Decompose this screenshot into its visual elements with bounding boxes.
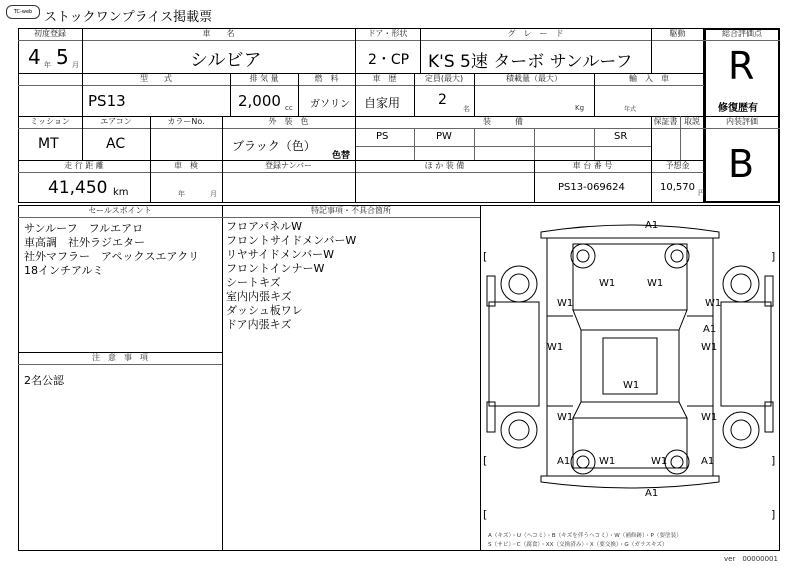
bracket-open: [ bbox=[483, 454, 488, 467]
model-year-unit: 年式 bbox=[624, 106, 637, 113]
list-item: 室内内張キズ bbox=[226, 290, 292, 303]
displacement: 2,000 bbox=[238, 92, 281, 110]
mark-w1: W1 bbox=[557, 298, 574, 309]
fuel: ガソリン bbox=[310, 99, 350, 110]
label-car-name: 車 名 bbox=[202, 29, 235, 38]
inspection-year-unit: 年 bbox=[178, 190, 185, 198]
mark-w1: W1 bbox=[701, 342, 718, 353]
wheel-front-right bbox=[723, 266, 759, 302]
car-damage-diagram bbox=[481, 206, 779, 550]
label-color-no: カラーNo. bbox=[167, 117, 205, 126]
label-plate: 登録ナンバー bbox=[264, 161, 313, 170]
list-item: フロントインナーW bbox=[226, 262, 325, 275]
label-notes: 特記事項・不具合箇所 bbox=[311, 206, 391, 215]
door-shape: 2・CP bbox=[368, 52, 410, 68]
label-chassis: 車 台 番 号 bbox=[572, 161, 613, 170]
overall-sub: 修復歴有 bbox=[718, 103, 758, 114]
caution-list bbox=[24, 374, 64, 388]
mark-w1: W1 bbox=[705, 298, 722, 309]
km-unit: km bbox=[113, 187, 129, 198]
label-ext-color: 外 装 色 bbox=[268, 117, 309, 126]
trunk-outline bbox=[573, 418, 687, 468]
label-sales-points: セールスポイント bbox=[88, 206, 152, 215]
yen-unit: 円 bbox=[698, 189, 705, 197]
mark-w1: W1 bbox=[623, 380, 640, 391]
list-item: 18インチアルミ bbox=[24, 264, 104, 277]
list-item: ダッシュ板ワレ bbox=[226, 304, 303, 317]
mark-w1: W1 bbox=[557, 412, 574, 423]
inspection-month-unit: 月 bbox=[210, 190, 217, 198]
label-grade: グ レ ー ド bbox=[507, 29, 564, 38]
label-door-shape: ドア・形状 bbox=[367, 29, 408, 38]
version: ver 00000001 bbox=[724, 555, 778, 563]
wheel-rear-right bbox=[723, 412, 759, 448]
label-fuel: 燃 料 bbox=[314, 74, 339, 83]
mark-a1: A1 bbox=[701, 456, 715, 467]
list-item: ドア内張キズ bbox=[226, 318, 292, 331]
list-item: フロントサイドメンバーW bbox=[226, 234, 357, 247]
bracket-open: [ bbox=[483, 508, 488, 521]
label-est-price: 予想金 bbox=[665, 161, 690, 170]
model: PS13 bbox=[88, 92, 126, 110]
roof-outline bbox=[581, 330, 679, 402]
mark-w1: W1 bbox=[701, 412, 718, 423]
page-title: ストックワンプライス掲載票 bbox=[44, 10, 213, 25]
list-item: 車高調 社外ラジエター bbox=[24, 236, 145, 249]
label-model: 型 式 bbox=[140, 74, 172, 83]
label-capacity: 定員(最大) bbox=[424, 74, 464, 83]
label-mileage: 走 行 距 離 bbox=[64, 161, 104, 170]
label-aircon: エアコン bbox=[100, 117, 132, 126]
legend-line2: S（サビ）・C（腐食）・XX（交換済み）・X（要交換）・G（ガラスキズ） bbox=[488, 542, 668, 548]
list-item: 2名公認 bbox=[24, 374, 64, 387]
mark-w1: W1 bbox=[599, 278, 616, 289]
notes-list bbox=[226, 220, 356, 332]
list-item: シートキズ bbox=[226, 276, 281, 289]
body-outline bbox=[547, 238, 713, 476]
mark-rear-bumper: A1 bbox=[645, 488, 659, 499]
overall-grade: R bbox=[728, 44, 755, 88]
label-history: 車 歴 bbox=[372, 74, 397, 83]
label-mission: ミッション bbox=[30, 117, 70, 126]
bracket-close: ] bbox=[771, 508, 776, 521]
reg-month: 5 bbox=[56, 45, 69, 69]
rear-glass-outline bbox=[573, 402, 687, 418]
list-item: サンルーフ フルエアロ bbox=[24, 222, 144, 235]
list-item: フロアパネルW bbox=[226, 220, 302, 233]
label-interior: 内装評価 bbox=[726, 117, 758, 126]
chassis-no: PS13-069624 bbox=[558, 182, 625, 193]
wheel-front-inner-left bbox=[571, 244, 595, 268]
mark-a1: A1 bbox=[703, 324, 717, 335]
reg-year: 4 bbox=[28, 45, 41, 69]
label-warranty: 保証書 bbox=[653, 117, 678, 126]
label-load: 積載量（最大） bbox=[506, 74, 562, 83]
list-item: リヤサイドメンバーW bbox=[226, 248, 335, 261]
grade: K'S 5速 ターボ サンルーフ bbox=[428, 52, 633, 72]
left-side-outline bbox=[489, 302, 539, 406]
equip-sr: SR bbox=[614, 131, 628, 142]
wheel-rear-inner-left bbox=[571, 450, 595, 474]
wheel-rear-left bbox=[501, 412, 537, 448]
capacity: 2 bbox=[438, 92, 447, 108]
ext-color: ブラック（色） bbox=[232, 139, 316, 153]
hood-outline bbox=[573, 244, 687, 310]
mark-a1: A1 bbox=[557, 456, 571, 467]
equip-ps: PS bbox=[376, 131, 389, 142]
windshield-outline bbox=[573, 310, 687, 330]
cc-unit: cc bbox=[285, 104, 293, 112]
rear-bumper-outline bbox=[541, 476, 719, 488]
wheel-rear-inner-right bbox=[665, 450, 689, 474]
list-item: 社外マフラー アペックスエアクリ bbox=[24, 250, 200, 263]
mission: MT bbox=[38, 136, 59, 152]
car-name: シルビア bbox=[190, 50, 262, 71]
label-import: 輸 入 車 bbox=[629, 74, 669, 83]
header-logo: TC-web bbox=[6, 5, 40, 19]
history: 自家用 bbox=[364, 96, 401, 110]
label-caution: 注 意 事 項 bbox=[92, 353, 148, 362]
bracket-open: [ bbox=[483, 250, 488, 263]
mark-w1: W1 bbox=[599, 456, 616, 467]
mark-front-bumper: A1 bbox=[645, 220, 659, 231]
label-displacement: 排 気 量 bbox=[249, 74, 279, 83]
label-first-reg: 初度登録 bbox=[34, 29, 66, 38]
wheel-front-inner-right bbox=[665, 244, 689, 268]
label-other-equip: ほ か 装 備 bbox=[424, 161, 465, 170]
label-overall: 総合評価点 bbox=[722, 29, 762, 38]
sales-points-list bbox=[24, 222, 199, 278]
aircon: AC bbox=[106, 136, 126, 152]
mark-w1: W1 bbox=[647, 278, 664, 289]
label-inspection: 車 検 bbox=[174, 161, 198, 170]
bracket-close: ] bbox=[771, 250, 776, 263]
label-equipment: 装 備 bbox=[483, 117, 523, 126]
legend-line1: A（キズ）・U（ヘコミ）・B（キズを伴うヘコミ）・W（補修跡）・P（要塗装） bbox=[488, 533, 682, 539]
wheel-front-left bbox=[501, 266, 537, 302]
label-manual: 取説 bbox=[684, 117, 700, 126]
kg-unit: Kg bbox=[575, 104, 585, 112]
mark-w1: W1 bbox=[651, 456, 668, 467]
front-bumper-outline bbox=[541, 225, 719, 238]
mark-w1: W1 bbox=[547, 342, 564, 353]
est-price: 10,570 bbox=[660, 182, 695, 193]
interior-grade: B bbox=[728, 142, 755, 186]
right-side-outline bbox=[721, 302, 771, 406]
reg-month-unit: 月 bbox=[72, 61, 79, 69]
person-unit: 名 bbox=[463, 105, 470, 113]
color-sub: 色替 bbox=[332, 151, 351, 161]
equip-pw: PW bbox=[436, 131, 452, 142]
reg-year-unit: 年 bbox=[44, 61, 51, 69]
bracket-close: ] bbox=[771, 454, 776, 467]
label-drive: 駆動 bbox=[669, 29, 686, 38]
mileage: 41,450 bbox=[48, 178, 108, 198]
